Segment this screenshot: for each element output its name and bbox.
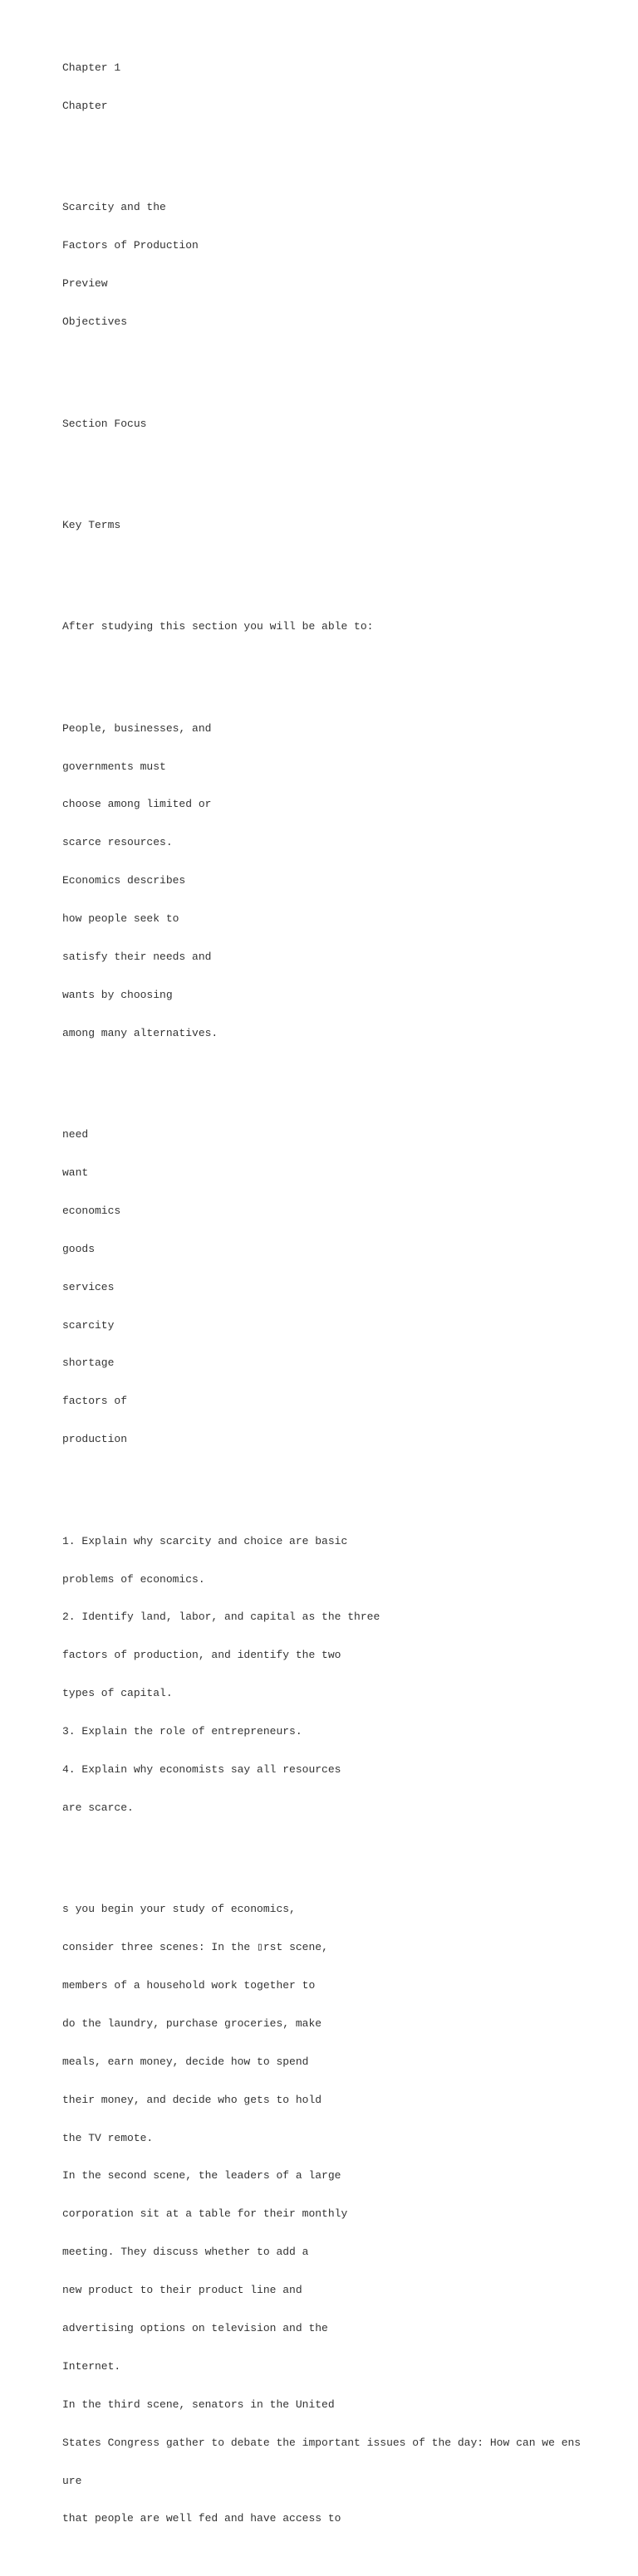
text-line: s you begin your study of economics, [62,1903,296,1916]
key-term: scarcity [62,1318,115,1332]
text-line: choose among limited or [62,798,212,811]
text-line: scarce resources. [62,836,173,849]
objective-line: 2. Identify land, labor, and capital as the three [62,1611,380,1624]
text-line: ure [62,2474,82,2487]
text-line: After studying this section you will be able to: [62,620,374,633]
key-term: services [62,1280,115,1293]
text-line: In the third scene, senators in the United [62,2398,335,2411]
text-line: do the laundry, purchase groceries, make [62,2016,322,2030]
text-line: governments must [62,760,166,773]
text-line: members of a household work together to [62,1979,316,1992]
text-line: meals, earn money, decide how to spend [62,2055,309,2068]
text-line: consider three scenes: In the ▯rst scene, [62,1941,328,1954]
text-line: advertising options on television and the [62,2322,328,2335]
chapter-label: Chapter [62,100,108,113]
objectives-intro [62,595,611,658]
text-line: that people are well fed and have access to [62,2512,341,2525]
key-term: want [62,1166,89,1180]
text-line: their money, and decide who gets to hold [62,2093,322,2106]
text-line: corporation sit at a table for their monthly [62,2207,348,2221]
text-line: how people seek to [62,912,179,926]
objective-line: factors of production, and identify the two [62,1649,341,1662]
text-line: Preview [62,277,108,291]
text-line: Section Focus [62,417,147,430]
text-line: States Congress gather to debate the important issues of the day: How can we ens [62,2436,582,2449]
section-focus-heading [62,392,611,455]
document-text [62,11,611,2576]
text-line: In the second scene, the leaders of a large [62,2169,341,2183]
text-line: People, businesses, and [62,721,212,735]
key-terms-heading [62,493,611,556]
text-line: Objectives [62,315,128,329]
objective-line: 4. Explain why economists say all resources [62,1762,341,1776]
body-text [62,1878,611,2551]
key-term: goods [62,1242,96,1255]
section-focus-text [62,697,611,1065]
objective-line: 3. Explain the role of entrepreneurs. [62,1725,302,1738]
key-term: production [62,1433,128,1446]
text-line: wants by choosing [62,988,173,1001]
objective-line: are scarce. [62,1801,134,1814]
objective-line: problems of economics. [62,1572,205,1586]
text-line: the TV remote. [62,2131,154,2144]
objective-line: 1. Explain why scarcity and choice are basic [62,1534,348,1547]
text-line: new product to their product line and [62,2284,302,2297]
objective-line: types of capital. [62,1687,173,1700]
text-line: Key Terms [62,518,121,531]
text-line: among many alternatives. [62,1026,218,1039]
chapter-number: Chapter 1 [62,61,121,75]
chapter-heading-block [62,37,611,138]
key-term: need [62,1128,89,1141]
text-line: Scarcity and the [62,201,166,214]
text-line: Factors of Production [62,239,199,252]
key-terms-list [62,1103,611,1472]
text-line: satisfy their needs and [62,950,212,963]
key-term: factors of [62,1395,128,1408]
text-line: Internet. [62,2359,121,2373]
key-term: shortage [62,1356,115,1370]
key-term: economics [62,1204,121,1217]
objectives-list [62,1509,611,1840]
section-title-block [62,176,611,354]
text-line: meeting. They discuss whether to add a [62,2246,309,2259]
text-line: Economics describes [62,874,186,887]
